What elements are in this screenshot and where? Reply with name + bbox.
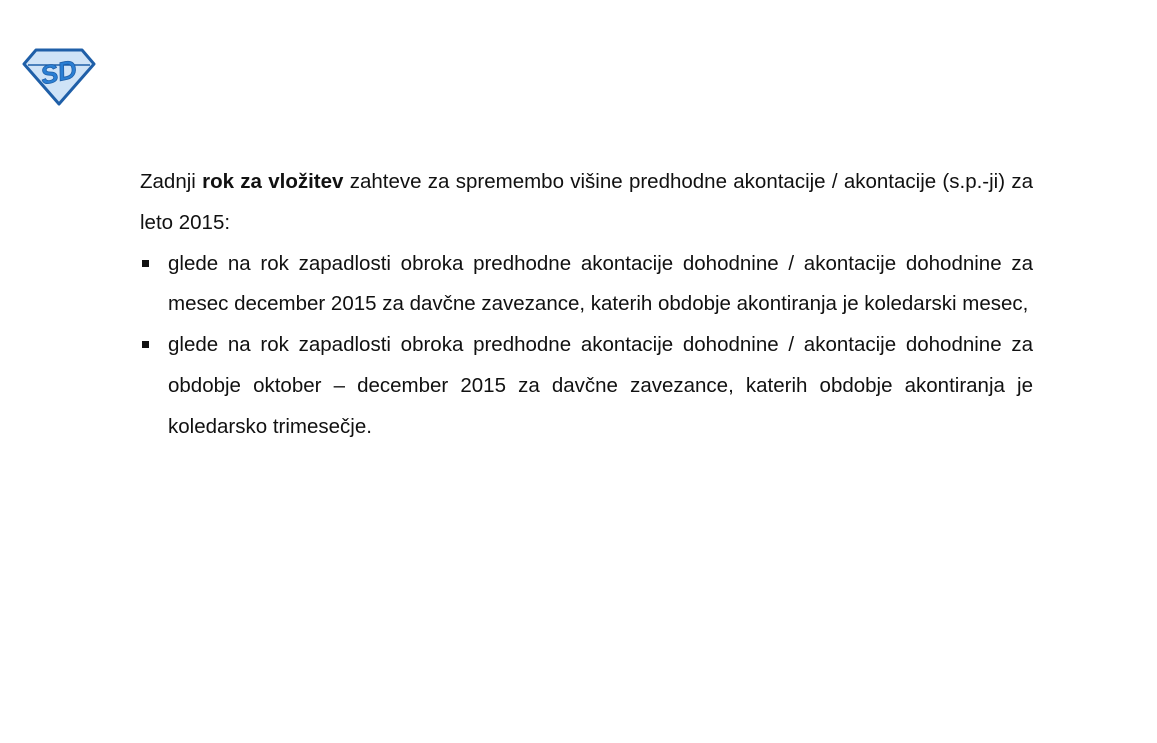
square-bullet-icon [142,260,149,267]
intro-text-end: zahteve za spremembo višine predhodne akontacije / akontacije (s.p.-ji) za leto 2015: [140,170,1034,234]
intro-paragraph [140,162,1033,244]
list-item-text: glede na rok zapadlosti obroka predhodne akontacije dohodnine / akontacije dohodnine za obdobje oktober – december 2015 za davčne zavezance, katerih obdobje akontiranja je koledarsko trimesečje. [168,333,1033,438]
logo-letters: SD [37,53,80,91]
sd-logo [22,48,96,106]
list-item [140,244,1033,326]
bullet-list [140,244,1033,448]
document-body [140,162,1033,448]
list-item-text: glede na rok zapadlosti obroka predhodne akontacije dohodnine / akontacije dohodnine za mesec december 2015 za davčne zavezance, katerih obdobje akontiranja je koledarski mesec, [168,251,1033,316]
intro-text-start: Zadnji [140,170,203,193]
intro-bold-deadline: rok za vložitev [202,170,344,193]
square-bullet-icon [142,341,149,348]
list-item [140,325,1033,447]
